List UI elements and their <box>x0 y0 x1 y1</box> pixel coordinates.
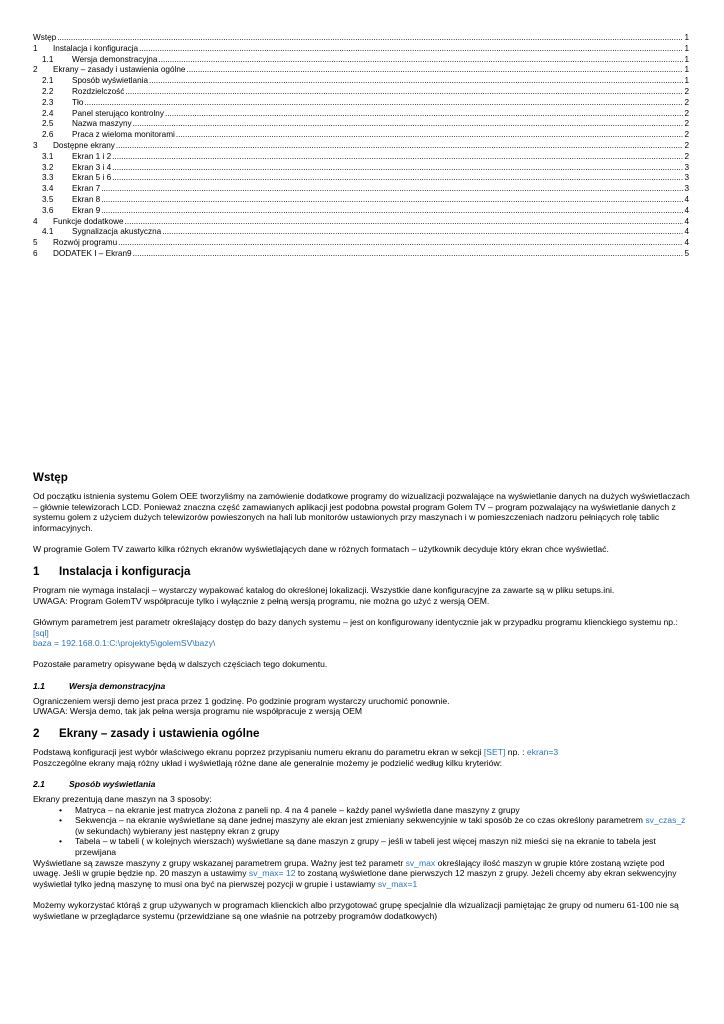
toc-entry-page: 2 <box>684 108 689 118</box>
toc-entry[interactable] <box>33 98 689 109</box>
toc-entry-page: 3 <box>684 162 689 172</box>
toc-entry[interactable] <box>33 55 689 66</box>
toc-entry-page: 3 <box>684 173 689 183</box>
toc-entry-page: 3 <box>684 184 689 194</box>
toc-entry[interactable] <box>33 163 689 174</box>
toc-entry-page: 1 <box>684 33 689 42</box>
toc-entry-title: Ekran 1 i 2 <box>72 151 112 161</box>
toc-entry-number: 1.1 <box>42 54 54 64</box>
toc-entry-page: 2 <box>684 130 689 140</box>
toc-entry-page: 4 <box>684 227 689 237</box>
toc-entry[interactable] <box>33 141 689 152</box>
toc-entry-title: Ekran 7 <box>72 184 101 194</box>
toc-entry-title: Dostępne ekrany <box>53 140 115 150</box>
toc-entry-number: 2.2 <box>42 86 54 96</box>
toc-entry-page: 1 <box>684 76 689 86</box>
toc-entry-number: 2.6 <box>42 130 54 140</box>
toc-entry[interactable] <box>33 44 689 55</box>
sec1-code-line-2: baza = 192.168.0.1:C:\projekty5\golemSV\bazy\ <box>33 638 216 649</box>
toc-entry-title: Ekran 5 i 6 <box>72 173 112 183</box>
toc-entry[interactable] <box>33 152 689 163</box>
toc-entry[interactable] <box>33 33 689 44</box>
list-item: • Sekwencja – na ekranie wyświetlane są dane jednej maszyny ale ekran jest zmieniany sekwencyjnie w taki sposób że co czas określony parametrem sv_czas_z (w sekundach) wybierany jest następny ekran z grupy <box>59 815 686 836</box>
toc-entry-page: 2 <box>684 119 689 129</box>
section-number: 2.1 <box>33 779 45 790</box>
sec1-1-paragraph-1: Ograniczeniem wersji demo jest praca przez 1 godzinę. Po godzinie program wystarczy uruchomić ponownie. <box>33 695 450 706</box>
toc-entry-number: 3.5 <box>42 194 54 204</box>
toc-leader-dots <box>101 184 683 195</box>
toc-entry-page: 1 <box>684 54 689 64</box>
table-of-contents <box>33 33 689 260</box>
toc-leader-dots <box>116 141 684 152</box>
toc-entry-title: Ekrany – zasady i ustawienia ogólne <box>53 65 186 75</box>
toc-entry-title: Funkcje dodatkowe <box>53 216 124 226</box>
toc-entry-number: 2 <box>33 65 38 75</box>
toc-leader-dots <box>186 65 683 76</box>
section-1-heading <box>33 565 691 579</box>
toc-entry-number: 6 <box>33 248 38 258</box>
toc-entry-number: 3.6 <box>42 205 54 215</box>
toc-entry-page: 4 <box>684 216 689 226</box>
toc-entry[interactable] <box>33 238 689 249</box>
toc-leader-dots <box>139 44 683 55</box>
section-2-heading <box>33 727 691 741</box>
toc-entry[interactable] <box>33 206 689 217</box>
toc-entry-page: 4 <box>684 205 689 215</box>
toc-entry-number: 3.3 <box>42 173 54 183</box>
toc-leader-dots <box>176 130 684 141</box>
bullet-icon: • <box>59 804 63 815</box>
toc-entry-number: 5 <box>33 238 38 248</box>
toc-entry-page: 2 <box>684 151 689 161</box>
toc-entry-number: 3 <box>33 140 38 150</box>
toc-entry-title: Ekran 9 <box>72 205 101 215</box>
toc-entry[interactable] <box>33 184 689 195</box>
list-item: • Tabela – w tabeli ( w kolejnych wierszach) wyświetlane są dane maszyn z grupy – jeśli w tabeli jest więcej maszyn niż mieści się na ekranie to tabela jest przewijana <box>59 836 656 858</box>
toc-entry[interactable] <box>33 65 689 76</box>
toc-entry-title: Sposób wyświetlania <box>72 76 149 86</box>
toc-leader-dots <box>165 109 684 120</box>
toc-leader-dots <box>101 195 683 206</box>
section-number: 2 <box>33 727 40 741</box>
toc-entry[interactable] <box>33 173 689 184</box>
toc-entry-title: Rozwój programu <box>53 238 118 248</box>
toc-entry-title: Praca z wieloma monitorami <box>72 130 175 140</box>
toc-leader-dots <box>125 217 684 228</box>
toc-leader-dots <box>158 55 683 66</box>
toc-entry-number: 4.1 <box>42 227 54 237</box>
toc-entry-number: 1 <box>33 43 38 53</box>
toc-entry-number: 3.1 <box>42 151 54 161</box>
toc-entry-title: DODATEK I – Ekran9 <box>53 248 132 258</box>
toc-leader-dots <box>133 119 684 130</box>
sec1-code-line-1: [sql] <box>33 627 49 638</box>
sec1-paragraph-3: Głównym parametrem jest parametr określający dostęp do bazy danych systemu – jest on konfigurowany identycznie jak w przypadku programu klienckiego systemu np.: <box>33 616 678 627</box>
toc-entry-title: Sygnalizacja akustyczna <box>72 227 162 237</box>
toc-entry[interactable] <box>33 109 689 120</box>
intro-paragraph-1: Od początku istnienia systemu Golem OEE tworzyliśmy na zamówienie dodatkowe programy do wizualizacji pozwalające na wyświetlanie danych na dużych wyświetlaczach – głównie telewizorach LCD. Ponieważ znaczna część zamawianych aplikacji jest podobna powstał program Golem TV – program pozwalający na wyświetlanie danych z systemu golem z użyciem dużych telewizorów powieszonych na hali lub monitorów ustawionych przy maszynach i w pomieszczeniach nadzoru pełniących rolę tablic informacyjnych. <box>33 491 690 533</box>
sec2-1-paragraph-1: Wyświetlane są zawsze maszyny z grupy wskazanej parametrem grupa. Ważny jest też parametr sv_max określający ilość maszyn w grupie które zostaną wzięte pod uwagę. Jeśli w grupie będzie np. 20 maszyn a ustawimy sv_max= 12 to zostaną wyświetlone dane pierwszych 12 maszyn z grupy. Jeżeli chcemy aby ekran sekwencyjny wyświetlał tylko jedną maszynę to musi ona być na pierwszej pozycji w grupie i ustawiamy sv_max=1 <box>33 857 677 889</box>
intro-paragraph-2: W programie Golem TV zawarto kilka różnych ekranów wyświetlających dane w różnych formatach – użytkownik decyduje który ekran chce wyświetlać. <box>33 543 609 554</box>
toc-entry-number: 2.1 <box>42 76 54 86</box>
toc-leader-dots <box>84 98 683 109</box>
toc-entry-page: 4 <box>684 194 689 204</box>
toc-entry-page: 4 <box>684 238 689 248</box>
toc-leader-dots <box>57 33 683 44</box>
toc-leader-dots <box>112 163 683 174</box>
sec1-paragraph-2: UWAGA: Program GolemTV współpracuje tylko i wyłącznie z pełną wersją programu, nie można go użyć z wersją OEM. <box>33 595 490 606</box>
section-2-1-heading <box>33 779 691 790</box>
toc-entry[interactable] <box>33 195 689 206</box>
toc-entry-page: 1 <box>684 65 689 75</box>
section-title: Sposób wyświetlania <box>69 779 156 790</box>
sec2-1-intro: Ekrany prezentują dane maszyn na 3 sposoby: <box>33 794 212 805</box>
toc-entry-number: 2.4 <box>42 108 54 118</box>
toc-leader-dots <box>118 238 683 249</box>
toc-entry[interactable] <box>33 119 689 130</box>
section-title: Wersja demonstracyjna <box>69 680 166 691</box>
toc-entry-title: Wersja demonstracyjna <box>72 54 158 64</box>
display-modes-list <box>33 805 691 858</box>
toc-entry-title: Instalacja i konfiguracja <box>53 43 139 53</box>
toc-entry-page: 2 <box>684 86 689 96</box>
sec1-paragraph-4: Pozostałe parametry opisywane będą w dalszych częściach tego dokumentu. <box>33 659 328 670</box>
toc-entry-number: 3.4 <box>42 184 54 194</box>
toc-entry-title: Ekran 3 i 4 <box>72 162 112 172</box>
sec2-paragraph-1: Podstawą konfiguracji jest wybór właściwego ekranu poprzez przypisaniu numeru ekranu do parametru ekran w sekcji [SET] np. : ekran=3 <box>33 747 559 758</box>
toc-entry[interactable] <box>33 249 689 260</box>
bullet-icon: • <box>59 815 63 826</box>
toc-entry-title: Wstęp <box>33 33 57 42</box>
toc-entry[interactable] <box>33 76 689 87</box>
toc-leader-dots <box>112 173 683 184</box>
toc-entry-title: Rozdzielczość <box>72 86 125 96</box>
sec2-paragraph-2: Poszczególne ekrany mają różny układ i wyświetlają różne dane ale generalnie możemy je podzielić według kilku kryteriów: <box>33 757 503 768</box>
section-number: 1 <box>33 565 40 579</box>
toc-entry-title: Ekran 8 <box>72 194 101 204</box>
toc-leader-dots <box>133 249 684 260</box>
section-1-1-heading <box>33 681 691 692</box>
bullet-icon: • <box>59 836 63 847</box>
sec2-1-paragraph-2: Możemy wykorzystać którąś z grup używanych w programach klienckich albo przygotować grupę specjalnie dla wizualizacji pamiętając że grupy od numeru 61-100 nie są wyświetlane w przeglądarce systemu (przewidziane są one właśnie na potrzeby programów dodatkowych) <box>33 900 679 921</box>
toc-entry-page: 2 <box>684 140 689 150</box>
toc-entry-number: 3.2 <box>42 162 54 172</box>
toc-entry[interactable] <box>33 130 689 141</box>
sec1-paragraph-1: Program nie wymaga instalacji – wystarczy wypakować katalog do określonej lokalizacji. Wszystkie dane konfiguracyjne za zawarte są w pliku setups.ini. <box>33 585 615 596</box>
section-title: Ekrany – zasady i ustawienia ogólne <box>59 727 260 741</box>
toc-entry-number: 2.3 <box>42 97 54 107</box>
toc-entry-title: Nazwa maszyny <box>72 119 132 129</box>
list-item: • Matryca – na ekranie jest matryca złożona z paneli np. 4 na 4 panele – każdy panel wyświetla dane maszyny z grupy <box>59 804 520 815</box>
toc-leader-dots <box>101 206 683 217</box>
sec1-1-paragraph-2: UWAGA: Wersja demo, tak jak pełna wersja programu nie współpracuje z wersją OEM <box>33 706 363 717</box>
toc-leader-dots <box>149 76 683 87</box>
toc-entry[interactable] <box>33 217 689 228</box>
intro-heading: Wstęp <box>33 471 68 484</box>
toc-leader-dots <box>125 87 683 98</box>
toc-list <box>33 33 689 260</box>
toc-entry-page: 2 <box>684 97 689 107</box>
toc-entry-title: Panel sterująco kontrolny <box>72 108 164 118</box>
toc-entry[interactable] <box>33 87 689 98</box>
toc-entry-number: 4 <box>33 216 38 226</box>
toc-entry-number: 2.5 <box>42 119 54 129</box>
toc-leader-dots <box>112 152 683 163</box>
toc-entry-page: 1 <box>684 43 689 53</box>
toc-leader-dots <box>162 227 683 238</box>
section-number: 1.1 <box>33 680 45 691</box>
section-title: Instalacja i konfiguracja <box>59 565 191 579</box>
toc-entry[interactable] <box>33 227 689 238</box>
toc-entry-page: 5 <box>684 248 689 258</box>
toc-entry-title: Tło <box>72 97 84 107</box>
document-body <box>33 471 691 921</box>
